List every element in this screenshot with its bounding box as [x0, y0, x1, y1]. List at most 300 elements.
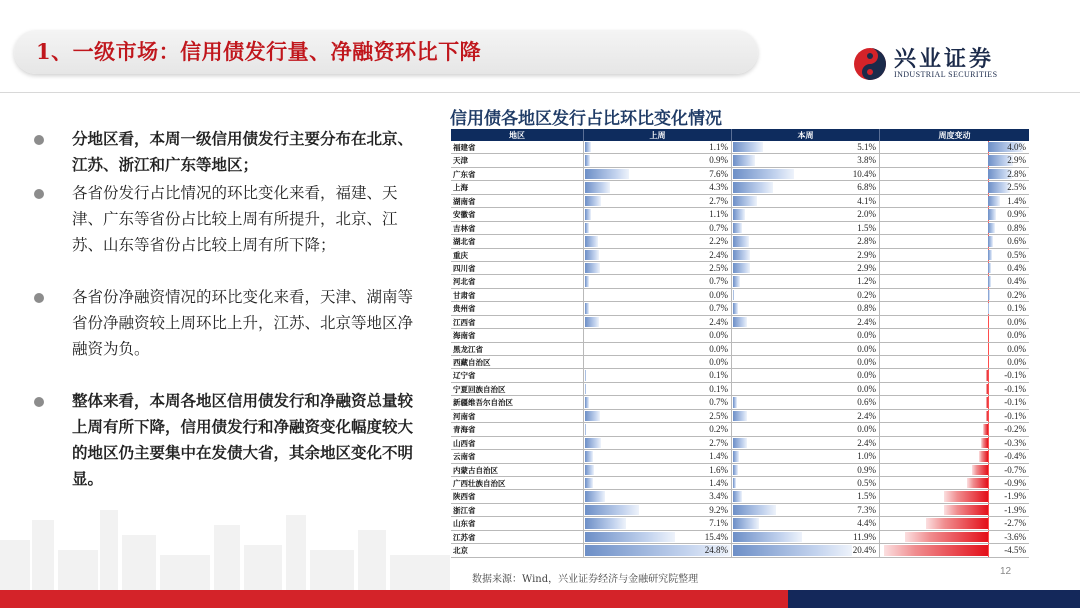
share-value: 2.9%	[857, 262, 876, 273]
share-value: 1.1%	[709, 142, 728, 152]
weekly-change-cell	[880, 437, 1029, 449]
table-row	[451, 141, 1029, 154]
share-bar	[733, 290, 734, 300]
zero-axis-line	[988, 517, 989, 529]
change-value: 0.0%	[1007, 343, 1026, 354]
last-week-cell	[584, 410, 732, 422]
share-bar	[733, 169, 794, 179]
region-name-cell: 海南省	[451, 329, 584, 341]
share-value: 2.4%	[857, 316, 876, 327]
zero-axis-line	[988, 544, 989, 556]
change-bar	[988, 290, 990, 300]
share-value: 0.2%	[709, 424, 728, 435]
this-week-cell	[732, 437, 880, 449]
change-value: 0.0%	[1007, 316, 1026, 327]
weekly-change-cell	[880, 477, 1029, 489]
this-week-cell	[732, 356, 880, 368]
this-week-cell	[732, 168, 880, 180]
last-week-cell	[584, 423, 732, 435]
table-row	[451, 168, 1029, 181]
share-bar	[733, 223, 742, 233]
change-bar	[986, 384, 988, 394]
share-bar	[733, 303, 738, 313]
table-row	[451, 154, 1029, 167]
this-week-cell	[732, 141, 880, 153]
share-value: 7.3%	[857, 504, 876, 515]
weekly-change-cell	[880, 396, 1029, 408]
table-row	[451, 437, 1029, 450]
last-week-cell	[584, 517, 732, 529]
share-bar	[585, 155, 590, 165]
weekly-change-cell	[880, 329, 1029, 341]
zero-axis-line	[988, 450, 989, 462]
weekly-change-cell	[880, 504, 1029, 516]
change-value: -0.1%	[1004, 397, 1026, 408]
share-value: 1.1%	[709, 209, 728, 220]
share-bar	[585, 182, 610, 192]
table-row	[451, 222, 1029, 235]
weekly-change-cell	[880, 289, 1029, 301]
change-value: 0.0%	[1007, 330, 1026, 341]
bullet-text: 整体来看，本周各地区信用债发行和净融资总量较上周有所下降，信用债发行和净融资变化幅度较大的地区仍主要集中在发债大省，其余地区变化不明显。	[72, 391, 414, 488]
region-name-cell: 新疆维吾尔自治区	[451, 396, 584, 408]
this-week-cell	[732, 423, 880, 435]
weekly-change-cell	[880, 517, 1029, 529]
region-name-cell: 黑龙江省	[451, 343, 584, 355]
last-week-cell	[584, 275, 732, 287]
share-bar	[733, 209, 745, 219]
change-value: 0.4%	[1007, 262, 1026, 273]
share-value: 4.4%	[857, 518, 876, 529]
share-bar	[585, 317, 599, 327]
zero-axis-line	[988, 343, 989, 355]
table-row	[451, 302, 1029, 315]
change-value: -0.7%	[1004, 464, 1026, 475]
this-week-cell	[732, 531, 880, 543]
share-value: 1.0%	[857, 451, 876, 462]
table-row	[451, 356, 1029, 369]
page-title: 1、一级市场：信用债发行量、净融资环比下降	[36, 39, 482, 64]
weekly-change-cell	[880, 464, 1029, 476]
share-bar	[585, 491, 605, 501]
this-week-cell	[732, 275, 880, 287]
change-value: 0.5%	[1007, 249, 1026, 260]
weekly-change-cell	[880, 222, 1029, 234]
region-name-cell: 甘肃省	[451, 289, 584, 301]
this-week-cell	[732, 289, 880, 301]
share-value: 0.0%	[709, 289, 728, 300]
region-name-cell: 江西省	[451, 316, 584, 328]
table-body	[451, 141, 1029, 558]
weekly-change-cell	[880, 410, 1029, 422]
last-week-cell	[584, 396, 732, 408]
region-name-cell: 山东省	[451, 517, 584, 529]
share-value: 5.1%	[857, 142, 876, 152]
region-name-cell: 陕西省	[451, 490, 584, 502]
weekly-change-cell	[880, 181, 1029, 193]
share-bar	[733, 545, 852, 555]
zero-axis-line	[988, 356, 989, 368]
share-value: 0.0%	[857, 343, 876, 354]
share-bar	[733, 196, 757, 206]
share-value: 0.1%	[709, 383, 728, 394]
share-bar	[733, 465, 738, 475]
footer-bar-red	[0, 590, 788, 608]
change-value: 0.0%	[1007, 357, 1026, 367]
this-week-cell	[732, 504, 880, 516]
share-value: 15.4%	[704, 531, 728, 542]
change-value: -0.4%	[1004, 451, 1026, 462]
header-divider	[0, 92, 1080, 93]
share-bar	[585, 196, 601, 206]
share-bar	[733, 478, 736, 488]
share-value: 2.7%	[709, 437, 728, 448]
share-bar	[733, 155, 755, 165]
share-value: 0.0%	[709, 330, 728, 341]
this-week-cell	[732, 262, 880, 274]
share-bar	[585, 370, 586, 380]
share-bar	[585, 209, 591, 219]
this-week-cell	[732, 464, 880, 476]
this-week-cell	[732, 410, 880, 422]
share-value: 0.7%	[709, 303, 728, 314]
table-row	[451, 235, 1029, 248]
change-bar	[988, 263, 991, 273]
share-bar	[585, 384, 586, 394]
table-row	[451, 423, 1029, 436]
this-week-cell	[732, 383, 880, 395]
change-value: 0.2%	[1007, 289, 1026, 300]
share-value: 1.4%	[709, 451, 728, 462]
change-value: 2.9%	[1007, 155, 1026, 166]
region-name-cell: 重庆	[451, 249, 584, 261]
share-value: 0.9%	[857, 464, 876, 475]
table-row	[451, 450, 1029, 463]
change-value: -1.9%	[1004, 491, 1026, 502]
share-value: 0.7%	[709, 276, 728, 287]
region-name-cell: 江苏省	[451, 531, 584, 543]
change-value: 1.4%	[1007, 195, 1026, 206]
last-week-cell	[584, 154, 732, 166]
table-row	[451, 531, 1029, 544]
this-week-cell	[732, 343, 880, 355]
share-bar	[733, 317, 747, 327]
last-week-cell	[584, 262, 732, 274]
change-value: 0.8%	[1007, 222, 1026, 233]
footer-bar-navy	[788, 590, 1080, 608]
change-value: -0.1%	[1004, 370, 1026, 381]
title-bar	[14, 30, 758, 74]
change-bar	[988, 223, 995, 233]
share-value: 24.8%	[704, 545, 728, 556]
region-name-cell: 安徽省	[451, 208, 584, 220]
weekly-change-cell	[880, 343, 1029, 355]
weekly-change-cell	[880, 423, 1029, 435]
region-name-cell: 四川省	[451, 262, 584, 274]
zero-axis-line	[988, 490, 989, 502]
last-week-cell	[584, 504, 732, 516]
table-row	[451, 544, 1029, 557]
share-value: 2.4%	[857, 437, 876, 448]
change-bar	[986, 411, 988, 421]
share-bar	[585, 411, 600, 421]
table-title: 信用债各地区发行占比环比变化情况	[450, 109, 722, 129]
last-week-cell	[584, 477, 732, 489]
share-value: 3.8%	[857, 155, 876, 166]
last-week-cell	[584, 490, 732, 502]
region-name-cell: 山西省	[451, 437, 584, 449]
last-week-cell	[584, 544, 732, 556]
weekly-change-cell	[880, 208, 1029, 220]
share-bar	[585, 276, 589, 286]
bullet-dot-icon	[34, 189, 44, 199]
change-bar	[979, 451, 988, 461]
share-value: 1.4%	[709, 477, 728, 488]
last-week-cell	[584, 464, 732, 476]
change-bar	[972, 465, 988, 475]
zero-axis-line	[988, 383, 989, 395]
last-week-cell	[584, 181, 732, 193]
change-bar	[884, 545, 988, 555]
share-value: 0.0%	[709, 357, 728, 367]
change-value: 2.8%	[1007, 168, 1026, 179]
this-week-cell	[732, 517, 880, 529]
last-week-cell	[584, 531, 732, 543]
share-bar	[585, 478, 593, 488]
table-row	[451, 410, 1029, 423]
zero-axis-line	[988, 477, 989, 489]
data-source-note: 数据来源：Wind，兴业证券经济与金融研究院整理	[472, 574, 699, 585]
table-row	[451, 383, 1029, 396]
share-bar	[585, 397, 589, 407]
share-bar	[733, 142, 763, 152]
change-bar	[967, 478, 988, 488]
last-week-cell	[584, 450, 732, 462]
share-value: 7.1%	[709, 518, 728, 529]
change-bar	[981, 438, 988, 448]
share-bar	[733, 438, 747, 448]
share-value: 4.1%	[857, 195, 876, 206]
weekly-change-cell	[880, 531, 1029, 543]
table-row	[451, 343, 1029, 356]
zero-axis-line	[988, 423, 989, 435]
share-value: 2.8%	[857, 236, 876, 247]
table-row	[451, 477, 1029, 490]
table-row	[451, 249, 1029, 262]
change-value: -2.7%	[1004, 518, 1026, 529]
share-value: 2.4%	[857, 410, 876, 421]
this-week-cell	[732, 208, 880, 220]
region-name-cell: 浙江省	[451, 504, 584, 516]
last-week-cell	[584, 302, 732, 314]
change-value: 0.6%	[1007, 236, 1026, 247]
region-name-cell: 湖北省	[451, 235, 584, 247]
zero-axis-line	[988, 437, 989, 449]
weekly-change-cell	[880, 450, 1029, 462]
region-name-cell: 湖南省	[451, 195, 584, 207]
share-bar	[733, 491, 742, 501]
region-name-cell: 内蒙古自治区	[451, 464, 584, 476]
share-value: 0.7%	[709, 222, 728, 233]
share-value: 1.5%	[857, 491, 876, 502]
zero-axis-line	[988, 329, 989, 341]
this-week-cell	[732, 181, 880, 193]
bullet-dot-icon	[34, 135, 44, 145]
share-bar	[585, 303, 589, 313]
share-value: 20.4%	[852, 545, 876, 556]
region-name-cell: 福建省	[451, 141, 584, 153]
table-row	[451, 275, 1029, 288]
change-bar	[905, 532, 988, 542]
bullet-text: 各省份发行占比情况的环比变化来看，福建、天津、广东等省份占比较上周有所提升，北京、江苏、山东等省份占比较上周有所下降；	[72, 184, 398, 254]
table-row	[451, 504, 1029, 517]
share-bar	[733, 182, 773, 192]
share-bar	[733, 451, 739, 461]
bullet-text: 分地区看，本周一级信用债发行主要分布在北京、江苏、浙江和广东等地区；	[72, 129, 414, 174]
table-header	[451, 129, 1029, 141]
weekly-change-cell	[880, 302, 1029, 314]
bullet-dot-icon	[34, 293, 44, 303]
share-value: 0.0%	[857, 424, 876, 435]
last-week-cell	[584, 356, 732, 368]
share-bar	[585, 250, 599, 260]
last-week-cell	[584, 222, 732, 234]
change-bar	[986, 370, 988, 380]
region-name-cell: 天津	[451, 154, 584, 166]
this-week-cell	[732, 195, 880, 207]
this-week-cell	[732, 154, 880, 166]
share-value: 0.5%	[857, 477, 876, 488]
share-value: 2.5%	[709, 410, 728, 421]
change-value: -0.1%	[1004, 410, 1026, 421]
change-value: 4.0%	[1007, 142, 1026, 152]
this-week-cell	[732, 249, 880, 261]
table-row	[451, 329, 1029, 342]
change-bar	[988, 196, 1000, 206]
share-value: 1.5%	[857, 222, 876, 233]
share-value: 0.0%	[857, 383, 876, 394]
change-bar	[988, 303, 989, 313]
change-value: -0.1%	[1004, 383, 1026, 394]
summary-panel	[22, 94, 432, 554]
this-week-cell	[732, 222, 880, 234]
weekly-change-cell	[880, 383, 1029, 395]
share-bar	[585, 263, 600, 273]
table-row	[451, 208, 1029, 221]
zero-axis-line	[988, 316, 989, 328]
share-value: 11.9%	[853, 531, 876, 542]
change-value: -0.3%	[1004, 437, 1026, 448]
this-week-cell	[732, 329, 880, 341]
last-week-cell	[584, 343, 732, 355]
column-header-region: 地区	[451, 129, 584, 141]
share-value: 1.6%	[709, 464, 728, 475]
last-week-cell	[584, 141, 732, 153]
region-name-cell: 辽宁省	[451, 369, 584, 381]
weekly-change-cell	[880, 544, 1029, 556]
zero-axis-line	[988, 410, 989, 422]
region-name-cell: 广西壮族自治区	[451, 477, 584, 489]
change-bar	[986, 397, 988, 407]
region-name-cell: 贵州省	[451, 302, 584, 314]
company-logo	[852, 44, 1022, 86]
share-value: 9.2%	[709, 504, 728, 515]
last-week-cell	[584, 168, 732, 180]
share-bar	[733, 276, 740, 286]
last-week-cell	[584, 383, 732, 395]
share-value: 0.0%	[857, 370, 876, 381]
share-value: 0.1%	[709, 370, 728, 381]
logo-mark-icon	[852, 46, 888, 82]
share-bar	[585, 451, 593, 461]
last-week-cell	[584, 195, 732, 207]
column-header-last-week: 上周	[584, 129, 732, 141]
zero-axis-line	[988, 369, 989, 381]
share-bar	[585, 223, 589, 233]
table-row	[451, 316, 1029, 329]
share-bar	[585, 142, 591, 152]
region-name-cell: 河北省	[451, 275, 584, 287]
change-value: 2.5%	[1007, 182, 1026, 193]
share-value: 2.0%	[857, 209, 876, 220]
change-bar	[944, 505, 988, 515]
last-week-cell	[584, 369, 732, 381]
change-value: 0.9%	[1007, 209, 1026, 220]
share-value: 2.2%	[709, 236, 728, 247]
weekly-change-cell	[880, 195, 1029, 207]
logo-chinese-name: 兴业证券	[894, 46, 995, 72]
weekly-change-cell	[880, 154, 1029, 166]
share-value: 0.8%	[857, 303, 876, 314]
share-bar	[585, 518, 626, 528]
table-row	[451, 517, 1029, 530]
share-value: 2.4%	[709, 249, 728, 260]
bullet-item	[34, 284, 424, 362]
share-bar	[733, 518, 759, 528]
region-name-cell: 上海	[451, 181, 584, 193]
this-week-cell	[732, 490, 880, 502]
share-bar	[733, 397, 737, 407]
change-value: 0.4%	[1007, 276, 1026, 287]
last-week-cell	[584, 316, 732, 328]
change-bar	[988, 236, 993, 246]
share-value: 2.4%	[709, 316, 728, 327]
weekly-change-cell	[880, 168, 1029, 180]
table-row	[451, 262, 1029, 275]
this-week-cell	[732, 235, 880, 247]
table-row	[451, 490, 1029, 503]
share-value: 0.2%	[857, 289, 876, 300]
last-week-cell	[584, 289, 732, 301]
weekly-change-cell	[880, 316, 1029, 328]
change-value: -0.9%	[1004, 477, 1026, 488]
region-name-cell: 北京	[451, 544, 584, 556]
weekly-change-cell	[880, 262, 1029, 274]
weekly-change-cell	[880, 249, 1029, 261]
change-bar	[988, 209, 996, 219]
share-value: 2.9%	[857, 249, 876, 260]
share-bar	[733, 236, 749, 246]
bullet-dot-icon	[34, 397, 44, 407]
zero-axis-line	[988, 396, 989, 408]
this-week-cell	[732, 369, 880, 381]
share-value: 0.6%	[857, 397, 876, 408]
share-value: 3.4%	[709, 491, 728, 502]
change-value: 0.1%	[1007, 303, 1026, 314]
share-value: 7.6%	[709, 168, 728, 179]
change-bar	[988, 250, 992, 260]
share-bar	[585, 169, 629, 179]
